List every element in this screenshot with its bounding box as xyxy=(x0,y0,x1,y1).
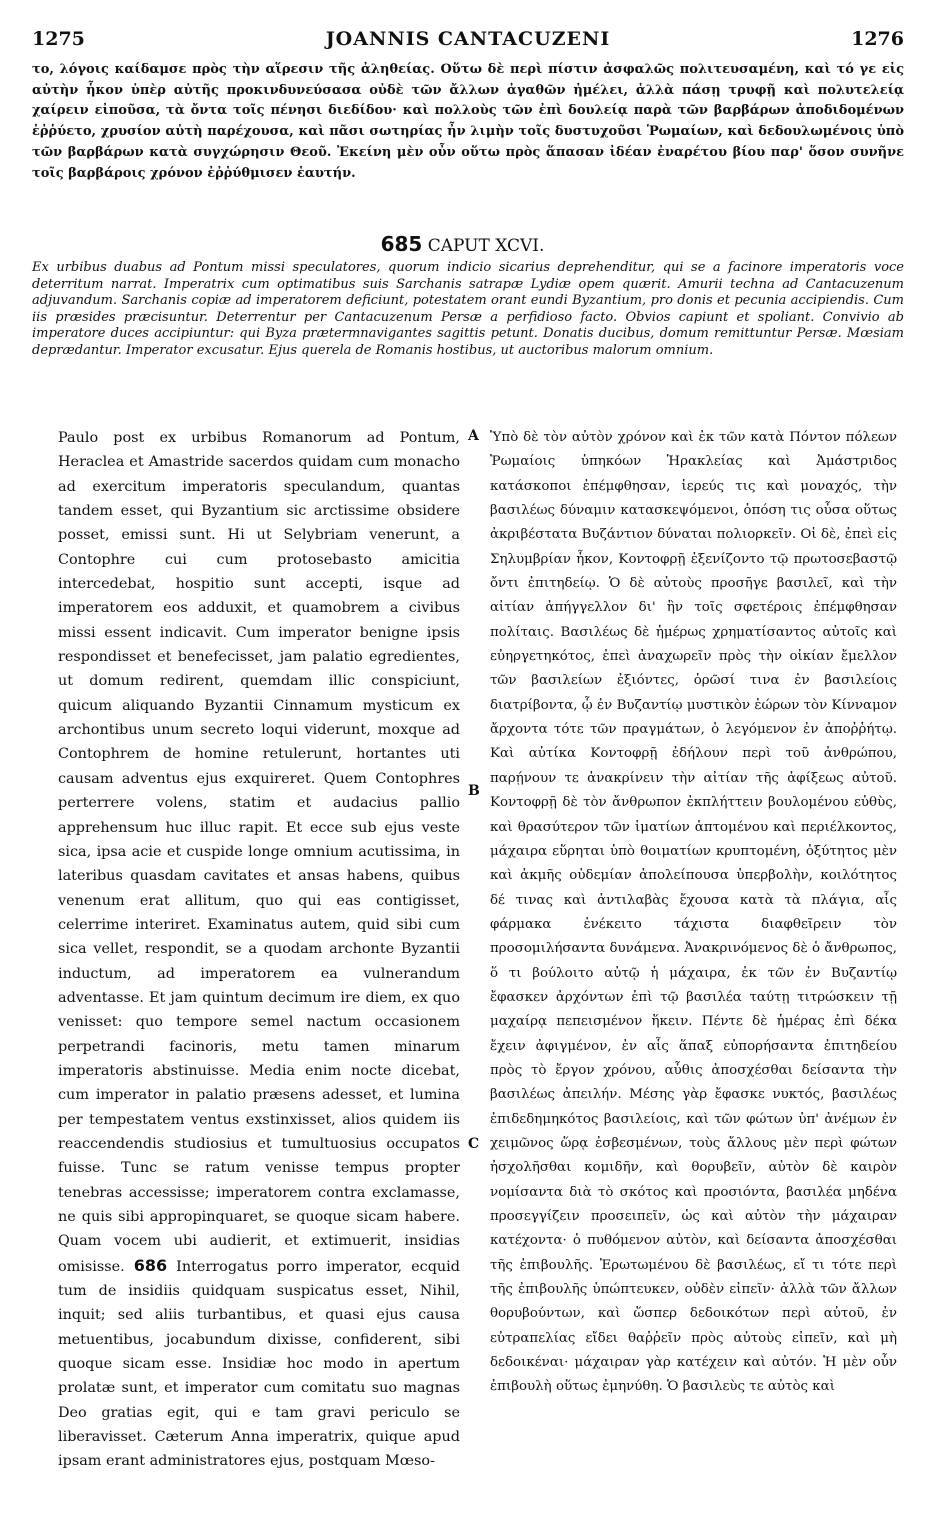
marginal-number-686: 686 xyxy=(133,1255,168,1275)
top-greek-paragraph xyxy=(32,60,904,184)
left-page-number: 1275 xyxy=(32,28,85,50)
latin-text-part2: Interrogatus porro imperator, ecquid tum de insidiis quidquam suspicatus esset, Nihil, inquit; sed aliis turbantibus, et quasi ejus causa metuentibus, jocabundum dixisse, confiderent, sibi quoque sicam esse. Insidiæ hoc modo in apertum prolatæ sunt, et imperator cum comitatu suo magnas Deo gratias egit, qui e tam gravi periculo se liberavisset. Cæterum Anna imperatrix, quique apud ipsam erant administratores ejus, postquam Mœso- xyxy=(58,1258,460,1470)
running-title: JOANNIS CANTACUZENI xyxy=(325,28,611,50)
chapter-heading xyxy=(0,232,925,256)
latin-text-part1: Paulo post ex urbibus Romanorum ad Pontum, Heraclea et Amastride sacerdos quidam cum monacho ad exercitum imperatoris speculandum, quantas tandem esset, qui Byzantium sic arctissime obsidere posset, emissi sunt. Hi ut Selybriam venerunt, a Contophre cui cum protosebasto amicitia intercedebat, hospitio sunt accepti, isque ad imperatorem eos adduxit, et quamobrem a civibus missi essent indicavit. Cum imperator benigne ipsis respondisset et benefecisset, jam palatio egredientes, ut domum redirent, quemdam illic conspiciunt, quicum aliquando Byzantii Cinnamum mysticum ex archontibus unum secreto loqui viderunt, moxque ad Contophrem de homine retulerunt, hortantes uti causam adventus ejus exquireret. Quem Contophres perterrere volens, statim et audacius pallio apprehensum huc illuc rapit. Et ecce sub ejus veste sica, ipsa acie et cuspide longe omnium acutissima, in lateribus quasdam cavitates et ansas habens, quibus venenum erat allitum, quo qui eas contigisset, celerrime interiret. Examinatus autem, quid sibi cum sica vellet, respondit, se a quodam archonte Byzantii inductum, ad imperatorem ea vulnerandum adventasse. Et jam quintum decimum ire diem, ex quo venisset: quo tempore semel nactum occasionem perpetrandi facinoris, metu tamen minarum imperatoris abstinuisse. Media enim nocte dicebat, cum imperator in palatio præsens adesset, et lumina per tempestatem ventus exstinxisset, alios quidem iis reaccendendis studiosius et tumultuosius occupatos fuisse. Tunc se ratum venisse tempus propter tenebras accessisse; imperatorem contra exclamasse, ne quis sibi appropinquaret, se quoque sicam habere. Quam vocem ubi audierit, et extimuerit, insidias omisisse. xyxy=(58,430,460,1275)
chapter-summary xyxy=(32,260,904,360)
chapter-title: CAPUT XCVI. xyxy=(427,236,545,256)
margin-marker-b: B xyxy=(468,783,480,799)
top-greek-text: το, λόγοις καίδαμσε πρὸς τὴν αἵρεσιν τῆς ἀληθείας. Οὕτω δὲ περὶ πίστιν ἀσφαλῶς πολιτευσαμένη, καὶ τό γε εἰς αὐτὴν ἧκον ὑπὲρ αὐτῆς προκινδυνεύσασα οὐδὲ τῶν ἄλλων ἀγαθῶν ἠμέλει, ἀλλὰ πάσῃ τρυφῇ καὶ πολυτελείᾳ χαίρειν εἰποῦσα, τὰ ὄντα τοῖς πένησι διεδίδου· καὶ πολλοὺς τῶν ἐπὶ δουλείᾳ παρὰ τῶν βαρβάρων ἀποδιδομένων ἐῤῥύετο, χρυσίον αὐτὴ παρέχουσα, καὶ πᾶσι σωτηρίας ἦν λιμὴν τοῖς δυστυχοῦσι Ῥωμαίων, καὶ δεδουλωμένοις ὑπὸ τῶν βαρβάρων κατὰ συγχώρησιν Θεοῦ. Ἐκείνη μὲν οὖν οὕτω πρὸς ἅπασαν ἰδέαν ἐναρέτου βίου παρ' ὅσον συνῆνε τοῖς βαρβάροις χρόνον ἐῤῥύθμισεν ἑαυτήν. xyxy=(32,62,904,181)
page-header xyxy=(32,28,904,54)
chapter-marginal-number: 685 xyxy=(380,232,423,256)
latin-text xyxy=(58,426,460,1474)
greek-column xyxy=(490,426,897,1400)
latin-column xyxy=(58,426,460,1474)
greek-text: Ὑπὸ δὲ τὸν αὐτὸν χρόνον καὶ ἐκ τῶν κατὰ Πόντον πόλεων Ῥωμαίοις ὑπηκόων Ἡρακλείας καὶ Ἀμάστριδος κατάσκοποι ἐπέμφθησαν, ἱερεύς τις καὶ μοναχός, τὴν βασιλέως δύναμιν κατασκεψόμενοι, ὁπόση τις οὖσα οὕτως ἀκριβέστατα Βυζάντιον δύναται πολιορκεῖν. Οἱ δὲ, ἐπεὶ εἰς Σηλυμβρίαν ἧκον, Κοντοφρῇ ἐξενίζοντο τῷ πρωτοσεβαστῷ ὄντι ἐπιτηδείῳ. Ὁ δὲ αὐτοὺς προσῆγε βασιλεῖ, καὶ τὴν αἰτίαν ἀπήγγελλον δι' ἣν τοῖς σφετέροις ἐπέμφθησαν πολίταις. Βασιλέως δὲ ἡμέρως χρηματίσαντος αὐτοῖς καὶ εὐηργετηκότος, ἐπεὶ ἀναχωρεῖν πρὸς τὴν οἰκίαν ἔμελλον τῶν βασιλείων ἐξιόντες, ὁρῶσί τινα ἐν βασιλείοις διατρίβοντα, ᾧ ἐν Βυζαντίῳ μυστικὸν ἑώρων τὸν Κίνναμον ἄρχοντα τότε τῶν πραγμάτων, ὁ λεγόμενον ἐν ἀποῤῥήτῳ. Καὶ αὐτίκα Κοντοφρῇ ἐδήλουν περὶ τοῦ ἀνθρώπου, παρῄνουν τε ἀνακρίνειν τὴν αἰτίαν τῆς ἀφίξεως αὐτοῦ. Κοντοφρῇ δὲ τὸν ἄνθρωπον ἐκπλήττειν βουλομένου εὐθὺς, καὶ θρασύτερον τῶν ἱματίων ἁπτομένου καὶ περιέλκοντος, μάχαιρα εὕρηται ὑπὸ θοιματίων κρυπτομένη, ὀξύτητος μὲν καὶ ἀκμῆς οὐδεμίαν ἀπολείπουσα ὑπερβολὴν, κοιλότητος δέ τινας καὶ ἀντιλαβὰς ἔχουσα κατὰ τὰ πλάγια, αἷς φάρμακα ἐνέκειτο τάχιστα διαφθεῖρειν τὸν προσομιλήσαντα δυνάμενα. Ἀνακρινόμενος δὲ ὁ ἄνθρωπος, ὅ τι βούλοιτο αὐτῷ ἡ μάχαιρα, ἐκ τῶν ἐν Βυζαντίῳ ἔφασκεν ἀρχόντων ἐπὶ τῷ βασιλέα ταύτῃ τιτρώσκειν τῇ μαχαίρᾳ πεπεισμένον ἥκειν. Πέντε δὲ ἡμέρας ἐπὶ δέκα ἔχειν ἀφιγμένον, ἐν αἷς ἅπαξ εὐπορήσαντα ἐπιτηδείου πρὸς τὸ ἔργον χρόνου, αὖθις ἀποσχέσθαι δείσαντα τὴν βασιλέως ἀπειλήν. Μέσης γὰρ ἔφασκε νυκτός, βασιλέως ἐπιδεδημηκότος βασιλείοις, καὶ τῶν φώτων ὑπ' ἀνέμων ἐν χειμῶνος ὥρᾳ ἐσβεσμένων, τοὺς ἄλλους μὲν περὶ φώτων ἠσχολῆσθαι κομιδῆν, καὶ θορυβεῖν, αὐτὸν δὲ καιρὸν νομίσαντα διὰ τὸ σκότος καὶ προσιόντα, βασιλέα μηδένα προσεγγίζειν προσειπεῖν, ὡς καὶ αὐτὸν τὴν μάχαιραν κατέχοντα· ὁ πυθόμενον αὐτὸν, καὶ δείσαντα ἀποσχέσθαι τῆς ἐπιβουλῆς. Ἐρωτωμένου δὲ βασιλέως, εἴ τι τότε περὶ τῆς ἐπιβουλῆς ὑπώπτευκεν, οὐδὲν εἰπεῖν· ἀλλὰ τῶν ἄλλων θορυβούντων, καὶ ὥσπερ δεδοικότων περὶ αὐτοῦ, ἐν εὐτραπελίας εἴδει θαῤῥεῖν πρὸς αὐτοὺς εἰπεῖν, καὶ μὴ δεδοικέναι· μάχαιραν γὰρ κατέχειν καὶ αὐτόν. Ἡ μὲν οὖν ἐπιβουλὴ οὕτως ἐμηνύθη. Ὁ βασιλεὺς τε αὐτὸς καὶ xyxy=(490,430,897,1395)
margin-marker-a: A xyxy=(468,428,479,444)
right-page-number: 1276 xyxy=(851,28,904,50)
summary-text: Ex urbibus duabus ad Pontum missi speculatores, quorum indicio sicarius deprehenditur, qui se a facinore imperatoris voce deterritum narrat. Imperatrix cum optimatibus suis Sarchanis satrapæ Lydiæ opem quærit. Amurii techna ad Cantacuzenum adjuvandum. Sarchanis copiæ ad imperatorem deficiunt, potestatem orant eundi Byzantium, pro donis et pecunia accipiendis. Cum iis præsides præcisuntur. Deterrentur per Cantacuzenum Persæ a perfidioso facto. Obvios capiunt et spoliant. Convivio ab imperatore duces accipiuntur: qui Byza prætermnavigantes sagittis petunt. Donatis ducibus, domum remittuntur Persæ. Mœsiam deprædantur. Imperator excusatur. Ejus querela de Romanis hostibus, ut auctoribus malorum omnium. xyxy=(32,260,904,358)
margin-marker-c: C xyxy=(468,1136,480,1152)
